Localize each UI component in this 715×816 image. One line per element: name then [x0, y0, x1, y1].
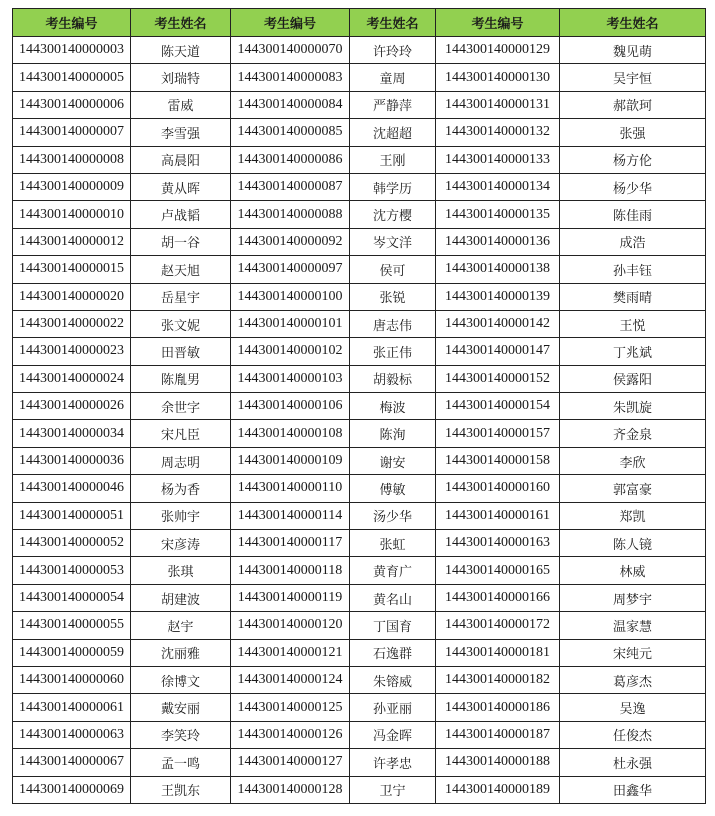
candidate-name-cell: 孟一鸣 — [131, 749, 231, 776]
candidate-name-cell: 杨方伦 — [560, 146, 706, 173]
candidate-id-cell: 144300140000138 — [436, 256, 560, 283]
candidate-roster-sheet — [12, 8, 705, 804]
table-row — [13, 37, 706, 64]
candidate-id-cell: 144300140000053 — [13, 557, 131, 584]
candidate-name-cell: 张正伟 — [350, 338, 436, 365]
candidate-id-cell: 144300140000052 — [13, 530, 131, 557]
candidate-name-cell: 吴逸 — [560, 694, 706, 721]
table-row — [13, 393, 706, 420]
table-row — [13, 475, 706, 502]
candidate-id-cell: 144300140000124 — [231, 666, 350, 693]
candidate-id-cell: 144300140000007 — [13, 119, 131, 146]
header-candidate-name-col2: 考生姓名 — [350, 9, 436, 37]
header-candidate-name-col3: 考生姓名 — [560, 9, 706, 37]
header-candidate-id-col2: 考生编号 — [231, 9, 350, 37]
candidate-name-cell: 沈超超 — [350, 119, 436, 146]
candidate-name-cell: 傅敏 — [350, 475, 436, 502]
candidate-name-cell: 朱凯旋 — [560, 393, 706, 420]
candidate-id-cell: 144300140000026 — [13, 393, 131, 420]
candidate-id-cell: 144300140000102 — [231, 338, 350, 365]
table-row — [13, 310, 706, 337]
candidate-name-cell: 郑凯 — [560, 502, 706, 529]
candidate-name-cell: 陈人镜 — [560, 530, 706, 557]
candidate-name-cell: 丁国育 — [350, 612, 436, 639]
candidate-id-cell: 144300140000163 — [436, 530, 560, 557]
candidate-name-cell: 杨少华 — [560, 173, 706, 200]
candidate-name-cell: 侯露阳 — [560, 365, 706, 392]
candidate-id-cell: 144300140000100 — [231, 283, 350, 310]
candidate-id-cell: 144300140000121 — [231, 639, 350, 666]
candidate-id-cell: 144300140000023 — [13, 338, 131, 365]
candidate-name-cell: 侯可 — [350, 256, 436, 283]
candidate-name-cell: 周志明 — [131, 447, 231, 474]
table-row — [13, 283, 706, 310]
candidate-id-cell: 144300140000106 — [231, 393, 350, 420]
candidate-name-cell: 张帅宇 — [131, 502, 231, 529]
candidate-id-cell: 144300140000172 — [436, 612, 560, 639]
candidate-name-cell: 童周 — [350, 64, 436, 91]
candidate-name-cell: 谢安 — [350, 447, 436, 474]
table-body — [13, 37, 706, 804]
candidate-id-cell: 144300140000086 — [231, 146, 350, 173]
header-candidate-name-col1: 考生姓名 — [131, 9, 231, 37]
candidate-name-cell: 陈佳雨 — [560, 201, 706, 228]
candidate-name-cell: 余世字 — [131, 393, 231, 420]
candidate-name-cell: 陈洵 — [350, 420, 436, 447]
candidate-name-cell: 赵宇 — [131, 612, 231, 639]
candidate-id-cell: 144300140000097 — [231, 256, 350, 283]
candidate-name-cell: 王悦 — [560, 310, 706, 337]
candidate-id-cell: 144300140000160 — [436, 475, 560, 502]
candidate-name-cell: 卫宁 — [350, 776, 436, 803]
candidate-name-cell: 冯金晖 — [350, 721, 436, 748]
candidate-name-cell: 赵天旭 — [131, 256, 231, 283]
candidate-name-cell: 魏见萌 — [560, 37, 706, 64]
candidate-name-cell: 宋纯元 — [560, 639, 706, 666]
candidate-name-cell: 李笑玲 — [131, 721, 231, 748]
candidate-id-cell: 144300140000020 — [13, 283, 131, 310]
candidate-name-cell: 张虹 — [350, 530, 436, 557]
candidate-name-cell: 张强 — [560, 119, 706, 146]
candidate-name-cell: 王刚 — [350, 146, 436, 173]
candidate-id-cell: 144300140000067 — [13, 749, 131, 776]
candidate-name-cell: 吴宇恒 — [560, 64, 706, 91]
candidate-name-cell: 许孝忠 — [350, 749, 436, 776]
candidate-name-cell: 黄名山 — [350, 584, 436, 611]
candidate-name-cell: 梅波 — [350, 393, 436, 420]
table-row — [13, 256, 706, 283]
candidate-id-cell: 144300140000009 — [13, 173, 131, 200]
candidate-name-cell: 葛彦杰 — [560, 666, 706, 693]
header-candidate-id-col1: 考生编号 — [13, 9, 131, 37]
table-row — [13, 694, 706, 721]
candidate-name-cell: 卢战韬 — [131, 201, 231, 228]
candidate-id-cell: 144300140000136 — [436, 228, 560, 255]
candidate-id-cell: 144300140000125 — [231, 694, 350, 721]
candidate-id-cell: 144300140000005 — [13, 64, 131, 91]
table-row — [13, 557, 706, 584]
candidate-id-cell: 144300140000165 — [436, 557, 560, 584]
candidate-name-cell: 胡毅标 — [350, 365, 436, 392]
candidate-name-cell: 田鑫华 — [560, 776, 706, 803]
candidate-id-cell: 144300140000046 — [13, 475, 131, 502]
candidate-id-cell: 144300140000187 — [436, 721, 560, 748]
candidate-id-cell: 144300140000166 — [436, 584, 560, 611]
candidate-id-cell: 144300140000186 — [436, 694, 560, 721]
candidate-id-cell: 144300140000110 — [231, 475, 350, 502]
table-row — [13, 447, 706, 474]
table-row — [13, 502, 706, 529]
candidate-name-cell: 齐金泉 — [560, 420, 706, 447]
table-row — [13, 639, 706, 666]
candidate-id-cell: 144300140000117 — [231, 530, 350, 557]
candidate-name-cell: 胡建波 — [131, 584, 231, 611]
candidate-id-cell: 144300140000101 — [231, 310, 350, 337]
candidate-id-cell: 144300140000083 — [231, 64, 350, 91]
candidate-name-cell: 高晨阳 — [131, 146, 231, 173]
candidate-id-cell: 144300140000015 — [13, 256, 131, 283]
candidate-id-cell: 144300140000127 — [231, 749, 350, 776]
candidate-name-cell: 陈胤男 — [131, 365, 231, 392]
candidate-name-cell: 朱镕威 — [350, 666, 436, 693]
table-row — [13, 365, 706, 392]
table-row — [13, 201, 706, 228]
candidate-name-cell: 唐志伟 — [350, 310, 436, 337]
candidate-id-cell: 144300140000008 — [13, 146, 131, 173]
candidate-name-cell: 陈天道 — [131, 37, 231, 64]
candidate-name-cell: 温家慧 — [560, 612, 706, 639]
candidate-id-cell: 144300140000003 — [13, 37, 131, 64]
candidate-id-cell: 144300140000051 — [13, 502, 131, 529]
candidate-name-cell: 岑文洋 — [350, 228, 436, 255]
candidate-id-cell: 144300140000181 — [436, 639, 560, 666]
candidate-id-cell: 144300140000189 — [436, 776, 560, 803]
header-candidate-id-col3: 考生编号 — [436, 9, 560, 37]
candidate-name-cell: 雷威 — [131, 91, 231, 118]
candidate-name-cell: 郭富豪 — [560, 475, 706, 502]
candidate-id-cell: 144300140000108 — [231, 420, 350, 447]
candidate-name-cell: 王凯东 — [131, 776, 231, 803]
candidate-id-cell: 144300140000158 — [436, 447, 560, 474]
candidate-id-cell: 144300140000069 — [13, 776, 131, 803]
candidate-id-cell: 144300140000114 — [231, 502, 350, 529]
candidate-id-cell: 144300140000010 — [13, 201, 131, 228]
candidate-name-cell: 周梦宇 — [560, 584, 706, 611]
candidate-name-cell: 胡一谷 — [131, 228, 231, 255]
candidate-name-cell: 丁兆斌 — [560, 338, 706, 365]
candidate-id-cell: 144300140000063 — [13, 721, 131, 748]
candidate-name-cell: 杜永强 — [560, 749, 706, 776]
candidate-name-cell: 林威 — [560, 557, 706, 584]
table-row — [13, 612, 706, 639]
candidate-name-cell: 成浩 — [560, 228, 706, 255]
candidate-id-cell: 144300140000024 — [13, 365, 131, 392]
candidate-name-cell: 徐博文 — [131, 666, 231, 693]
candidate-id-cell: 144300140000182 — [436, 666, 560, 693]
candidate-id-cell: 144300140000154 — [436, 393, 560, 420]
table-row — [13, 338, 706, 365]
table-row — [13, 64, 706, 91]
candidate-id-cell: 144300140000119 — [231, 584, 350, 611]
candidate-id-cell: 144300140000188 — [436, 749, 560, 776]
table-row — [13, 776, 706, 803]
candidate-id-cell: 144300140000152 — [436, 365, 560, 392]
candidate-name-cell: 石逸群 — [350, 639, 436, 666]
candidate-name-cell: 许玲玲 — [350, 37, 436, 64]
candidate-id-cell: 144300140000142 — [436, 310, 560, 337]
candidate-id-cell: 144300140000054 — [13, 584, 131, 611]
candidate-name-cell: 黄从晖 — [131, 173, 231, 200]
candidate-id-cell: 144300140000060 — [13, 666, 131, 693]
candidate-name-cell: 杨为香 — [131, 475, 231, 502]
candidate-id-cell: 144300140000139 — [436, 283, 560, 310]
candidate-name-cell: 严静萍 — [350, 91, 436, 118]
candidate-id-cell: 144300140000118 — [231, 557, 350, 584]
candidate-id-cell: 144300140000130 — [436, 64, 560, 91]
candidate-name-cell: 张文妮 — [131, 310, 231, 337]
candidate-id-cell: 144300140000135 — [436, 201, 560, 228]
candidate-id-cell: 144300140000084 — [231, 91, 350, 118]
candidate-name-cell: 郝歆珂 — [560, 91, 706, 118]
table-row — [13, 749, 706, 776]
candidate-name-cell: 樊雨晴 — [560, 283, 706, 310]
candidate-name-cell: 任俊杰 — [560, 721, 706, 748]
table-row — [13, 420, 706, 447]
candidate-name-cell: 岳星宇 — [131, 283, 231, 310]
candidate-id-cell: 144300140000109 — [231, 447, 350, 474]
candidate-id-cell: 144300140000157 — [436, 420, 560, 447]
candidate-name-cell: 孙丰钰 — [560, 256, 706, 283]
candidate-id-cell: 144300140000059 — [13, 639, 131, 666]
candidate-name-cell: 汤少华 — [350, 502, 436, 529]
candidate-name-cell: 宋凡臣 — [131, 420, 231, 447]
candidate-id-cell: 144300140000036 — [13, 447, 131, 474]
candidate-name-cell: 李欣 — [560, 447, 706, 474]
candidate-id-cell: 144300140000012 — [13, 228, 131, 255]
candidate-id-cell: 144300140000147 — [436, 338, 560, 365]
candidate-id-cell: 144300140000092 — [231, 228, 350, 255]
candidate-id-cell: 144300140000120 — [231, 612, 350, 639]
candidate-name-cell: 韩学历 — [350, 173, 436, 200]
candidate-id-cell: 144300140000134 — [436, 173, 560, 200]
candidate-id-cell: 144300140000006 — [13, 91, 131, 118]
table-row — [13, 228, 706, 255]
candidate-name-cell: 戴安丽 — [131, 694, 231, 721]
candidate-name-cell: 孙亚丽 — [350, 694, 436, 721]
candidate-id-cell: 144300140000088 — [231, 201, 350, 228]
candidate-id-cell: 144300140000022 — [13, 310, 131, 337]
candidate-name-cell: 黄育广 — [350, 557, 436, 584]
table-row — [13, 530, 706, 557]
candidate-id-cell: 144300140000131 — [436, 91, 560, 118]
table-row — [13, 173, 706, 200]
table-row — [13, 146, 706, 173]
candidate-id-cell: 144300140000085 — [231, 119, 350, 146]
candidate-id-cell: 144300140000126 — [231, 721, 350, 748]
candidate-name-cell: 李雪强 — [131, 119, 231, 146]
candidate-name-cell: 沈丽雅 — [131, 639, 231, 666]
candidate-roster-table — [12, 8, 706, 804]
table-header — [13, 9, 706, 37]
candidate-name-cell: 沈方樱 — [350, 201, 436, 228]
candidate-id-cell: 144300140000128 — [231, 776, 350, 803]
candidate-name-cell: 田晋敏 — [131, 338, 231, 365]
candidate-name-cell: 张琪 — [131, 557, 231, 584]
candidate-id-cell: 144300140000129 — [436, 37, 560, 64]
table-row — [13, 91, 706, 118]
candidate-id-cell: 144300140000061 — [13, 694, 131, 721]
candidate-id-cell: 144300140000133 — [436, 146, 560, 173]
candidate-id-cell: 144300140000070 — [231, 37, 350, 64]
candidate-name-cell: 张锐 — [350, 283, 436, 310]
candidate-id-cell: 144300140000034 — [13, 420, 131, 447]
candidate-id-cell: 144300140000161 — [436, 502, 560, 529]
table-row — [13, 584, 706, 611]
table-row — [13, 666, 706, 693]
header-row — [13, 9, 706, 37]
candidate-id-cell: 144300140000055 — [13, 612, 131, 639]
candidate-name-cell: 刘瑞特 — [131, 64, 231, 91]
table-row — [13, 721, 706, 748]
candidate-id-cell: 144300140000132 — [436, 119, 560, 146]
candidate-id-cell: 144300140000103 — [231, 365, 350, 392]
candidate-name-cell: 宋彦涛 — [131, 530, 231, 557]
candidate-id-cell: 144300140000087 — [231, 173, 350, 200]
table-row — [13, 119, 706, 146]
